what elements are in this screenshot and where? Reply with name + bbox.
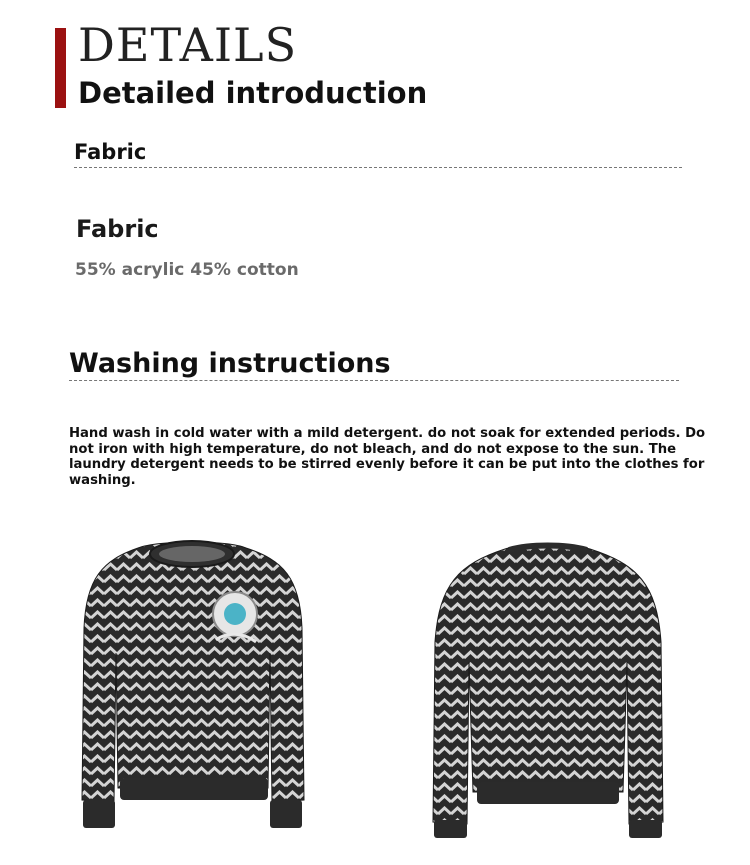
sweater-front-image <box>78 538 308 838</box>
page-title: DETAILS <box>78 18 298 72</box>
accent-bar <box>55 28 66 108</box>
section-divider <box>74 167 682 168</box>
fabric-label: Fabric <box>76 215 159 243</box>
sweater-back-image <box>425 542 670 840</box>
washing-heading: Washing instructions <box>69 348 391 379</box>
washing-instructions: Hand wash in cold water with a mild detergent. do not soak for extended periods. Do not iron with high temperature, do not bleach, and do not expose to the sun. The laundry detergent needs to be stirred evenly before it can be put into the clothes for washing. <box>69 426 706 488</box>
fabric-section-heading: Fabric <box>74 140 147 164</box>
fabric-composition: 55% acrylic 45% cotton <box>75 260 299 280</box>
section-divider <box>69 380 679 381</box>
page-subtitle: Detailed introduction <box>78 76 428 110</box>
